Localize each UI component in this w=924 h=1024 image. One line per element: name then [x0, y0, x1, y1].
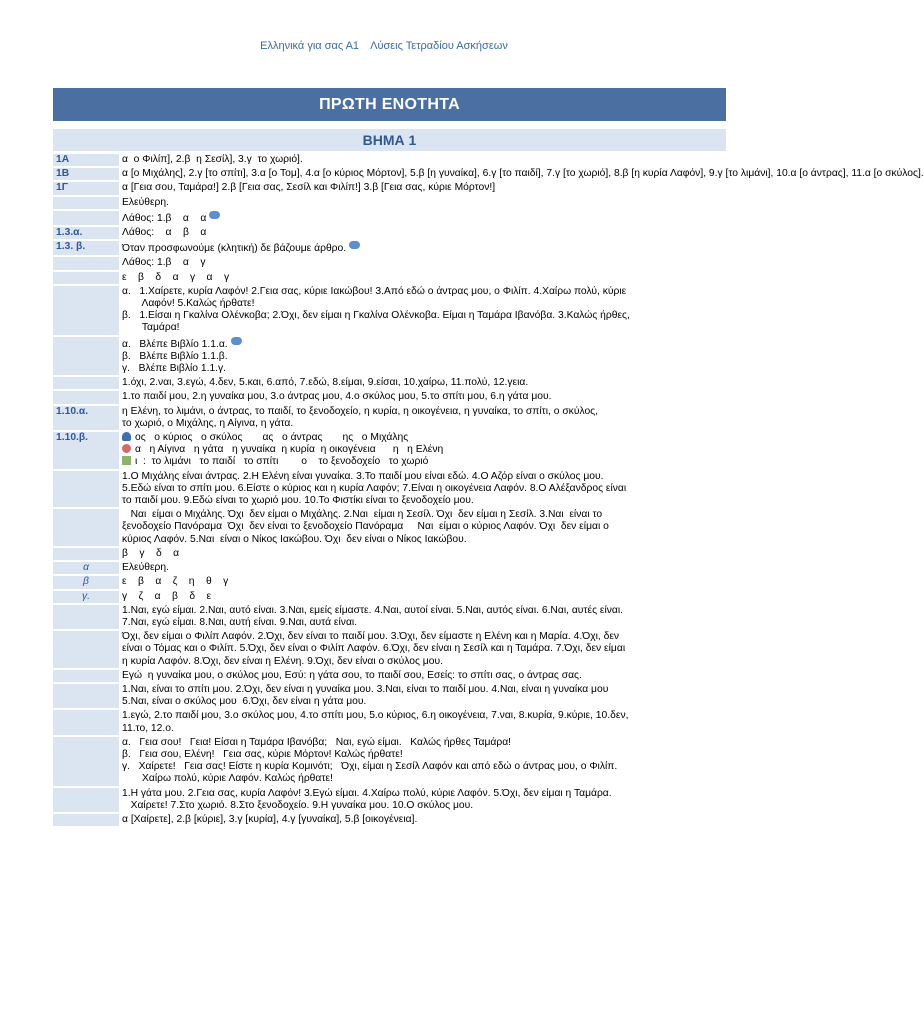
exercise-label: [53, 737, 119, 786]
answer-line: [122, 391, 723, 403]
answer-text: [119, 670, 726, 682]
answer-line-text: η κυρία Λαφόν. 8.Όχι, δεν είναι η Ελένη. 9.Όχι, δεν είναι ο σκύλος μου.: [122, 655, 443, 667]
answer-row: [53, 562, 726, 574]
answer-row: [53, 710, 726, 734]
answer-line: [122, 605, 723, 617]
answer-line-text: Όταν προσφωνούμε (κλητική) δε βάζουμε άρθρο.: [122, 243, 347, 255]
answer-line: [122, 227, 723, 239]
answer-text: [119, 605, 726, 629]
answer-line: [122, 418, 723, 430]
answer-line-text: 1.όχι, 2.ναι, 3.εγώ, 4.δεν, 5.και, 6.από, 7.εδώ, 8.είμαι, 9.είσαι, 10.χαίρω, 11.πολύ, 12.γεια.: [122, 377, 529, 389]
answer-text: [119, 631, 726, 668]
answer-line: [122, 534, 723, 546]
gender-icon: [122, 456, 131, 465]
answer-line: [122, 286, 723, 298]
answer-row: [53, 576, 726, 588]
answer-line: [122, 197, 723, 209]
book-subtitle: Λύσεις Τετραδίου Ασκήσεων: [370, 40, 508, 52]
answer-line: [122, 773, 723, 785]
answer-line: [122, 351, 723, 363]
answer-line: [122, 377, 723, 389]
exercise-label: α: [53, 562, 119, 574]
answer-line-text: ος ο κύριος ο σκύλος ας ο άντρας ης ο Μιχάλης: [135, 432, 409, 444]
answer-line-text: ε β α ζ η θ γ: [122, 576, 229, 588]
answer-line-text: κύριος Λαφόν. 5.Ναι είναι ο Νίκος Ιακώβου. Όχι δεν είναι ο Νίκος Ιακώβου.: [122, 533, 467, 545]
exercise-label: [53, 710, 119, 734]
comment-icon[interactable]: [209, 211, 220, 219]
answer-line-text: α [Γεια σου, Ταμάρα!] 2.β [Γεια σας, Σεσίλ και Φιλίπ!] 3.β [Γεια σας, κύριε Μόρτον!]: [122, 182, 496, 194]
answer-text: [119, 286, 726, 335]
answer-text: [119, 684, 726, 708]
answer-row: [53, 605, 726, 629]
answer-line: [122, 723, 723, 735]
answer-text: [119, 391, 726, 403]
answer-row: [53, 406, 726, 430]
answer-text: [119, 710, 726, 734]
answer-row: [53, 227, 726, 239]
answer-line-text: Ελεύθερη.: [122, 196, 169, 208]
answer-line: [122, 737, 723, 749]
answer-row: [53, 788, 726, 812]
answer-line-text: Χαίρω πολύ, κύριε Λαφόν. Καλώς ήρθατε!: [122, 773, 333, 785]
answer-line: [122, 749, 723, 761]
answer-text: [119, 154, 726, 166]
answer-row: [53, 272, 726, 284]
answer-line-text: 1.Ο Μιχάλης είναι άντρας. 2.Η Ελένη είναι γυναίκα. 3.Το παιδί μου είναι εδώ. 4.Ο Αζόρ είναι ο σκύλος μου.: [122, 470, 604, 482]
answer-line-text: Ελεύθερη.: [122, 562, 169, 574]
answer-line: [122, 814, 723, 826]
answer-line-text: Λαφόν! 5.Καλώς ήρθατε!: [122, 298, 255, 310]
answer-line: [122, 337, 723, 351]
answer-row: [53, 471, 726, 508]
answer-line: [122, 154, 723, 166]
answer-line: [122, 471, 723, 483]
answer-text: [119, 241, 726, 255]
answer-line-text: α η Αίγινα η γάτα η γυναίκα η κυρία η οικογένεια η η Ελένη: [135, 444, 444, 456]
answer-line-text: 1.Ναι, εγώ είμαι. 2.Ναι, αυτό είναι. 3.Ναι, εμείς είμαστε. 4.Ναι, αυτοί είναι. 5.Ναι, αυτός είναι. 6.Ναι, αυτές είναι.: [122, 604, 624, 616]
answer-line: [122, 684, 723, 696]
answer-line: [122, 761, 723, 773]
answer-line: [122, 211, 723, 225]
answer-line: [122, 168, 924, 180]
answer-line-text: α [ο Μιχάλης], 2.γ [το σπίτι], 3.α [ο Τομ], 4.α [ο κύριος Μόρτον], 5.β [η γυναίκα], 6.γ [το παιδί], 7.γ [το χωριό], 8.β [η κυρία Λαφόν], 9.γ [το λιμάνι], 10.α [ο άντρας], 11.α [ο σκύλος].: [122, 168, 924, 180]
answer-line-text: γ. Χαίρετε! Γεια σας! Είστε η κυρία Κομινότι; Όχι, είμαι η Σεσίλ Λαφόν και από εδώ ο άντρας μου, ο Φιλίπ.: [122, 761, 618, 773]
answer-line: [122, 298, 723, 310]
answer-line-text: είναι ο Τόμας και ο Φιλίπ. 5.Όχι, δεν είναι ο Φιλίπ Λαφόν. 6.Όχι, δεν είναι η Σεσίλ και η Ταμάρα. 7.Όχι, δεν είμαι: [122, 643, 626, 655]
answer-line-text: 5.Ναι, είναι ο σκύλος μου 6.Όχι, δεν είναι η γάτα μου.: [122, 696, 367, 708]
answer-line-text: Λάθος: 1.β α γ: [122, 257, 206, 269]
exercise-label: [53, 337, 119, 376]
exercise-label: 1.10.α.: [53, 406, 119, 430]
answer-line: [122, 591, 723, 603]
exercise-label: [53, 605, 119, 629]
answer-line-text: 1.Η γάτα μου. 2.Γεια σας, κυρία Λαφόν! 3.Εγώ είμαι. 4.Χαίρω πολύ, κύριε Λαφόν. 5.Όχι, δεν είμαι η Ταμάρα.: [122, 787, 612, 799]
answer-line: [122, 710, 723, 722]
gender-icon: [122, 432, 131, 441]
answer-line-text: Λάθος: 1.β α α: [122, 212, 207, 224]
answer-text: [119, 406, 726, 430]
exercise-label: [53, 509, 119, 546]
answer-text: [119, 576, 726, 588]
answer-text: [119, 182, 726, 194]
answer-line-text: η Ελένη, το λιμάνι, ο άντρας, το παιδί, το ξενοδοχείο, η κυρία, η οικογένεια, η γυναίκα, το σπίτι, ο σκύλος,: [122, 405, 599, 417]
exercise-label: 1.3. β.: [53, 241, 119, 255]
answer-text: [119, 432, 726, 469]
answer-line-text: Όχι, δεν είμαι ο Φιλίπ Λαφόν. 2.Όχι, δεν είναι το παιδί μου. 3.Όχι, δεν είμαστε η Ελένη και η Μαρία. 4.Όχι, δεν: [122, 631, 620, 643]
answer-line-text: το χωριό, ο Μιχάλης, η Αίγινα, η γάτα.: [122, 417, 294, 429]
answer-row: [53, 432, 726, 469]
answer-line: [122, 800, 723, 812]
answer-line: [122, 670, 723, 682]
answer-text: [119, 337, 726, 376]
answers-table: [53, 152, 924, 828]
answer-line-text: Ναι είμαι ο Μιχάλης. Όχι δεν είμαι ο Μιχάλης. 2.Ναι είμαι η Σεσίλ. Όχι δεν είμαι η Σεσίλ. 3.Ναι είναι το: [122, 509, 603, 521]
answer-line: [122, 432, 723, 444]
answer-row: [53, 286, 726, 335]
answer-row: [53, 670, 726, 682]
exercise-label: [53, 631, 119, 668]
answer-line: [122, 617, 723, 629]
exercise-label: [53, 286, 119, 335]
answer-line: [122, 643, 723, 655]
answer-line: [122, 696, 723, 708]
answer-text: [119, 377, 726, 389]
answers-table-body: [53, 154, 924, 826]
answer-line-text: 1.εγώ, 2.το παιδί μου, 3.ο σκύλος μου, 4.το σπίτι μου, 5.ο κύριος, 6.η οικογένεια, 7.ναι, 8.κυρία, 9.κύριε, 10.δεν,: [122, 710, 629, 722]
answer-text: [119, 591, 726, 603]
exercise-label: 1Β: [53, 168, 119, 180]
exercise-label: [53, 670, 119, 682]
answer-text: [119, 548, 726, 560]
exercise-label: 1.10.β.: [53, 432, 119, 469]
answer-line-text: α. Βλέπε Βιβλίο 1.1.α.: [122, 338, 228, 350]
book-title: Ελληνικά για σας Α1: [260, 40, 360, 52]
answer-line: [122, 257, 723, 269]
answer-line-text: ε β δ α γ α γ: [122, 271, 230, 283]
answer-line-text: Εγώ η γυναίκα μου, ο σκύλος μου, Εσύ: η γάτα σου, το παιδί σου, Εσείς: το σπίτι σας, ο άντρας σας.: [122, 669, 582, 681]
exercise-label: [53, 377, 119, 389]
answer-row: [53, 684, 726, 708]
answer-text: [119, 509, 726, 546]
comment-icon[interactable]: [349, 241, 360, 249]
answer-row: [53, 337, 726, 376]
answer-row: [53, 154, 726, 166]
exercise-label: [53, 211, 119, 225]
answer-line-text: γ ζ α β δ ε: [122, 590, 212, 602]
answer-line-text: 1.Ναι, είναι το σπίτι μου. 2.Όχι, δεν είναι η γυναίκα μου. 3.Ναι, είναι το παιδί μου. 4.Ναι, είναι η γυναίκα μου: [122, 683, 609, 695]
exercise-label: [53, 684, 119, 708]
answer-line-text: α. Γεια σου! Γεια! Είσαι η Ταμάρα Ιβανόβα; Ναι, εγώ είμαι. Καλώς ήρθες Ταμάρα!: [122, 736, 512, 748]
answer-row: [53, 168, 726, 180]
gender-icon: [122, 444, 131, 453]
answer-line-text: 1.το παιδί μου, 2.η γυναίκα μου, 3.ο άντρας μου, 4.ο σκύλος μου, 5.το σπίτι μου, 6.η γάτα μου.: [122, 391, 552, 403]
answer-text: [119, 227, 726, 239]
answer-line-text: γ. Βλέπε Βιβλίο 1.1.γ.: [122, 363, 227, 375]
answer-line: [122, 322, 723, 334]
answer-line: [122, 272, 723, 284]
answer-text: [119, 197, 726, 209]
answer-row: [53, 391, 726, 403]
answer-row: [53, 737, 726, 786]
answer-line: [122, 363, 723, 375]
answer-row: [53, 182, 726, 194]
answer-line-text: 11.το, 12.ο.: [122, 722, 174, 734]
answer-row: [53, 241, 726, 255]
exercise-label: [53, 788, 119, 812]
answer-row: [53, 591, 726, 603]
answer-line-text: ξενοδοχείο Πανόραμα Όχι δεν είναι το ξενοδοχείο Πανόραμα Ναι είμαι ο κύριος Λαφόν. Όχι δεν είμαι ο: [122, 521, 609, 533]
answer-row: [53, 257, 726, 269]
answer-line: [122, 548, 723, 560]
answer-row: [53, 548, 726, 560]
answer-line-text: α ο Φιλίπ], 2.β η Σεσίλ], 3.γ το χωριό].: [122, 154, 303, 165]
answer-line: [122, 576, 723, 588]
answer-line-text: Ταμάρα!: [122, 322, 180, 334]
answer-row: [53, 211, 726, 225]
exercise-label: β: [53, 576, 119, 588]
section-title: ΒΗΜΑ 1: [53, 129, 726, 151]
answer-line: [122, 310, 723, 322]
answer-line: [122, 483, 723, 495]
answer-line-text: β. Βλέπε Βιβλίο 1.1.β.: [122, 350, 228, 362]
answer-line-text: β. 1.Είσαι η Γκαλίνα Ολένκοβα; 2.Όχι, δεν είμαι η Γκαλίνα Ολένκοβα. Είμαι η Ταμάρα Ιβανόβα. 3.Καλώς ήρθες,: [122, 310, 630, 322]
answer-row: [53, 509, 726, 546]
answer-line: [122, 241, 723, 255]
exercise-label: [53, 471, 119, 508]
exercise-label: γ.: [53, 591, 119, 603]
answer-line-text: α. 1.Χαίρετε, κυρία Λαφόν! 2.Γεια σας, κύριε Ιακώβου! 3.Από εδώ ο άντρας μου, ο Φιλίπ. 4.Χαίρω πολύ, κύριε: [122, 285, 627, 297]
answer-row: [53, 631, 726, 668]
answer-line-text: 7.Ναι, εγώ είμαι. 8.Ναι, αυτή είναι. 9.Ναι, αυτά είναι.: [122, 616, 358, 628]
answer-line: [122, 521, 723, 533]
answer-line: [122, 456, 723, 468]
exercise-label: [53, 391, 119, 403]
answer-line: [122, 788, 723, 800]
answer-line-text: Λάθος: α β α: [122, 227, 207, 239]
answer-line-text: Χαίρετε! 7.Στο χωριό. 8.Στο ξενοδοχείο. 9.Η γυναίκα μου. 10.Ο σκύλος μου.: [122, 799, 474, 811]
answer-text: [119, 471, 726, 508]
answer-text: [119, 737, 726, 786]
answer-text: [119, 211, 726, 225]
answer-text: [119, 272, 726, 284]
answer-line-text: α [Χαίρετε], 2.β [κύριε], 3.γ [κυρία], 4.γ [γυναίκα], 5.β [οικογένεια].: [122, 813, 418, 825]
answer-line: [122, 182, 723, 194]
exercise-label: [53, 548, 119, 560]
exercise-label: 1Γ: [53, 182, 119, 194]
answer-line-text: το παιδί μου. 9.Εδώ είναι το χωριό μου. 10.Το Φιστίκι είναι το ξενοδοχείο μου.: [122, 495, 474, 507]
answer-line: [122, 631, 723, 643]
answer-line-text: 5.Εδώ είναι το σπίτι μου. 6.Είστε ο κύριος και η κυρία Λαφόν; 7.Είναι η οικογένεια Λαφόν. 8.Ο Αλέξανδρος είναι: [122, 482, 627, 494]
answer-line: [122, 509, 723, 521]
page-header: [0, 40, 768, 52]
answer-line-text: ι : το λιμάνι το παιδί το σπίτι ο το ξενοδοχείο το χωριό: [135, 456, 429, 468]
answer-row: [53, 197, 726, 209]
exercise-label: 1.3.α.: [53, 227, 119, 239]
answer-line: [122, 406, 723, 418]
answer-line-text: β γ δ α: [122, 547, 180, 559]
exercise-label: 1Α: [53, 154, 119, 166]
exercise-label: [53, 814, 119, 826]
answer-line-text: β. Γεια σου, Ελένη! Γεια σας, κύριε Μόρτον! Καλώς ήρθατε!: [122, 748, 403, 760]
answer-text: [119, 788, 726, 812]
answer-text: [119, 257, 726, 269]
unit-title-banner: ΠΡΩΤΗ ΕΝΟΤΗΤΑ: [53, 88, 726, 121]
answer-row: [53, 814, 726, 826]
exercise-label: [53, 257, 119, 269]
answer-line: [122, 444, 723, 456]
answer-row: [53, 377, 726, 389]
exercise-label: [53, 197, 119, 209]
exercise-label: [53, 272, 119, 284]
comment-icon[interactable]: [231, 337, 242, 345]
answer-text: [119, 562, 726, 574]
answer-line: [122, 656, 723, 668]
answer-line: [122, 495, 723, 507]
answer-line: [122, 562, 723, 574]
answer-text: [119, 814, 726, 826]
answer-text: [119, 168, 924, 180]
